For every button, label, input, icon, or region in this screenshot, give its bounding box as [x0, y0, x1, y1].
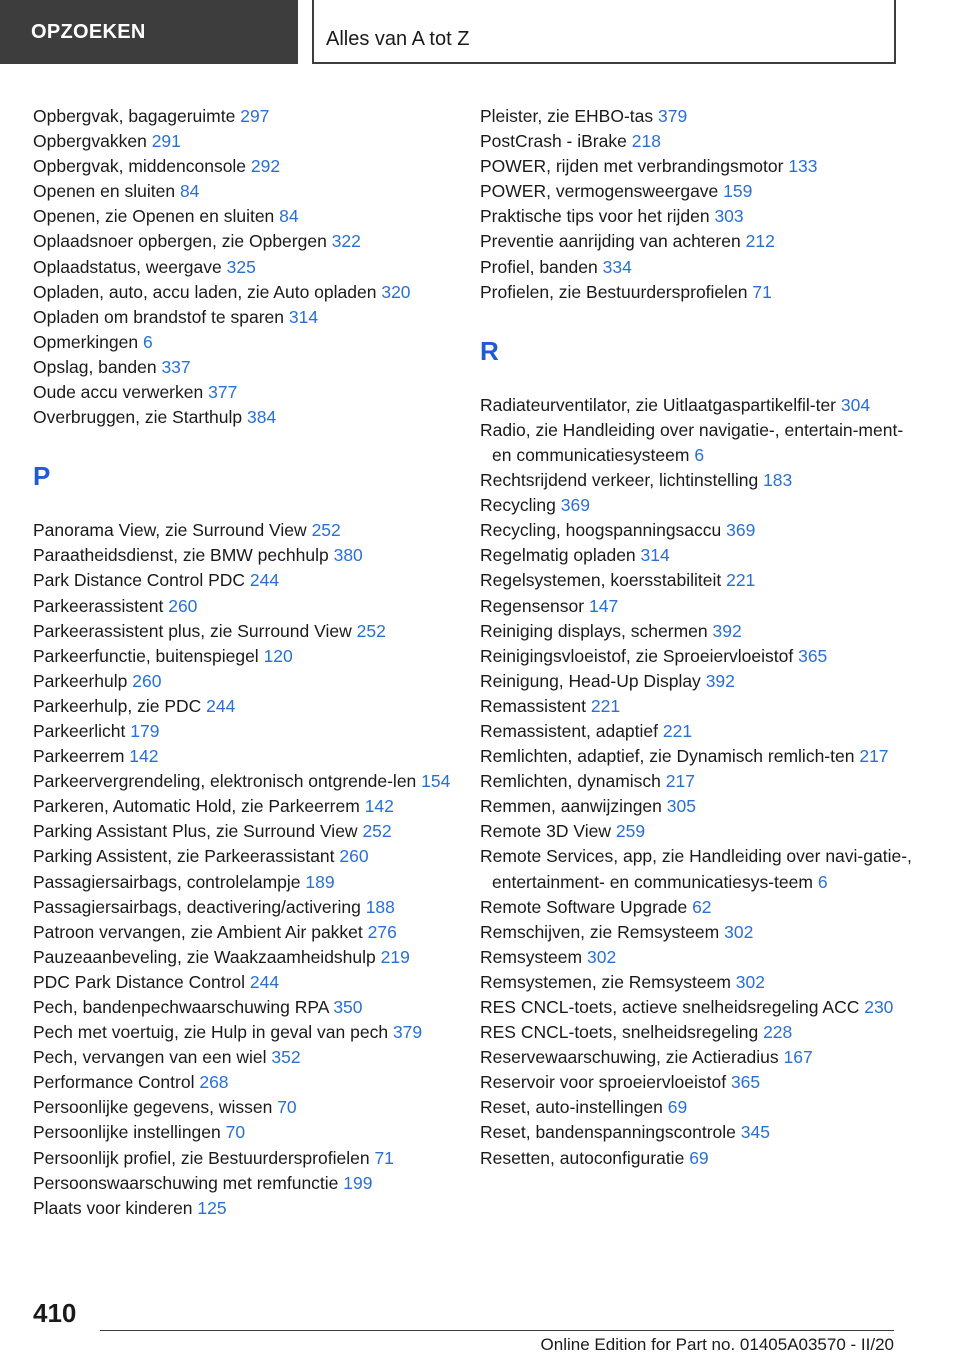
- index-entry-page-link[interactable]: 260: [168, 595, 198, 616]
- index-entry-page-link[interactable]: 70: [225, 1122, 246, 1143]
- index-entry-term: Reset, bandenspanningscontrole: [480, 1122, 736, 1143]
- index-entry: [480, 619, 920, 644]
- section-tab: OPZOEKEN: [0, 0, 298, 64]
- index-entry-page-link[interactable]: 350: [333, 997, 363, 1017]
- index-entry: [33, 255, 473, 280]
- index-entry-page-link[interactable]: 218: [631, 131, 661, 152]
- index-entry-term: Persoonlijk profiel, zie Bestuurdersprofielen: [33, 1147, 370, 1168]
- index-column-left: [33, 104, 473, 1221]
- index-entry: [480, 255, 920, 280]
- index-entry-term: Opladen om brandstof te sparen: [33, 306, 284, 327]
- index-entry: [480, 129, 920, 154]
- index-entry-term: Rechtsrijdend verkeer, lichtinstelling: [480, 470, 759, 491]
- index-group-r: [480, 393, 920, 1171]
- index-entry-page-link[interactable]: 244: [249, 570, 280, 591]
- index-entry-page-link[interactable]: 345: [740, 1122, 770, 1143]
- index-entry-term: Parkeerlicht: [33, 720, 126, 741]
- index-entry-term: POWER, vermogensweergave: [480, 181, 719, 202]
- index-entry-page-link[interactable]: 84: [179, 181, 200, 202]
- index-entry: [480, 970, 920, 995]
- index-entry-term: Opmerkingen: [33, 331, 139, 352]
- index-entry-page-link[interactable]: 167: [783, 1047, 813, 1068]
- index-entry-page-link[interactable]: 71: [752, 281, 772, 302]
- index-entry-page-link[interactable]: 228: [763, 1022, 793, 1043]
- index-entry-term: Reservoir voor sproeiervloeistof: [480, 1072, 727, 1093]
- index-entry: [33, 380, 473, 405]
- index-entry: [33, 644, 473, 669]
- index-entry-page-link[interactable]: 230: [864, 997, 894, 1017]
- index-entry: [480, 895, 920, 920]
- index-entry-term: Regensensor: [480, 595, 585, 616]
- index-entry-page-link[interactable]: 219: [380, 946, 410, 967]
- index-entry-page-link[interactable]: 69: [667, 1097, 688, 1118]
- index-entry-term: Parkeerhulp: [33, 670, 128, 691]
- index-entry-term: Resetten, autoconfiguratie: [480, 1147, 685, 1168]
- index-entry-term: Pleister, zie EHBO-tas: [480, 106, 654, 126]
- index-entry-page-link[interactable]: 179: [130, 720, 160, 741]
- index-entry-term: Profiel, banden: [480, 256, 598, 277]
- index-entry: [480, 794, 920, 819]
- index-entry-page-link[interactable]: 377: [208, 382, 238, 403]
- index-entry: [33, 1196, 473, 1221]
- index-entry: [480, 468, 920, 493]
- index-entry-term: Remote 3D View: [480, 821, 611, 842]
- index-entry-page-link[interactable]: 62: [692, 896, 712, 917]
- index-entry-term: Oude accu verwerken: [33, 382, 204, 403]
- index-entry-term: Park Distance Control PDC: [33, 570, 246, 591]
- index-entry: [480, 229, 920, 254]
- index-entry-page-link[interactable]: 244: [206, 695, 236, 716]
- index-entry-page-link[interactable]: 189: [305, 871, 335, 892]
- index-entry-page-link[interactable]: 302: [586, 946, 617, 967]
- index-entry-term: Regelsystemen, koersstabiliteit: [480, 570, 722, 591]
- index-entry: [33, 995, 473, 1020]
- index-entry: [480, 594, 920, 619]
- index-entry-term: Parkeervergrendeling, elektronisch ontgrende-len: [33, 771, 417, 792]
- index-entry: [480, 104, 920, 129]
- index-entry: [33, 1146, 473, 1171]
- index-entry: [33, 1045, 473, 1070]
- page-header: [0, 0, 960, 66]
- index-entry-term: Oplaadsnoer opbergen, zie Opbergen: [33, 231, 327, 252]
- index-entry-term: Recycling, hoogspanningsaccu: [480, 520, 722, 541]
- page-number: 410: [33, 1298, 77, 1328]
- index-entry: [480, 1070, 920, 1095]
- index-entry-page-link[interactable]: 6: [817, 871, 828, 892]
- index-entry: [33, 920, 473, 945]
- index-entry-term: Openen en sluiten: [33, 181, 176, 202]
- index-entry: [33, 204, 473, 229]
- index-entry: [480, 518, 920, 543]
- index-entry: [480, 1020, 920, 1045]
- index-entry: [33, 104, 473, 129]
- index-entry-page-link[interactable]: 292: [250, 156, 281, 177]
- index-entry-page-link[interactable]: 217: [859, 746, 889, 767]
- index-entry: [480, 769, 920, 794]
- index-entry: [33, 229, 473, 254]
- index-entry-term: Opbergvakken: [33, 131, 147, 152]
- index-entry: [33, 1171, 473, 1196]
- index-entry-term: Patroon vervangen, zie Ambient Air pakket: [33, 921, 363, 942]
- index-entry-page-link[interactable]: 142: [129, 746, 159, 767]
- index-entry: [480, 543, 920, 568]
- index-entry-term: PDC Park Distance Control: [33, 971, 246, 992]
- index-entry: [33, 280, 473, 305]
- index-entry-term: Overbruggen, zie Starthulp: [33, 407, 243, 428]
- index-entry-term: POWER, rijden met verbrandingsmotor: [480, 156, 784, 177]
- index-entry-term: Remlichten, adaptief, zie Dynamisch remlich-ten: [480, 746, 855, 767]
- index-entry: [480, 945, 920, 970]
- index-entry: [480, 819, 920, 844]
- index-entry-term: Opbergvak, middenconsole: [33, 156, 247, 177]
- index-entry: [33, 405, 473, 430]
- index-entry-term: Reiniging displays, schermen: [480, 620, 708, 641]
- index-entry-page-link[interactable]: 69: [689, 1147, 709, 1168]
- index-entry-term: RES CNCL-toets, snelheidsregeling: [480, 1022, 759, 1043]
- edition-note: Online Edition for Part no. 01405A03570 - II/20: [540, 1335, 894, 1354]
- chapter-title: Alles van A tot Z: [326, 28, 470, 50]
- index-entry: [480, 669, 920, 694]
- index-entry: [33, 1020, 473, 1045]
- index-entry: [33, 305, 473, 330]
- index-entry-term: Remmen, aanwijzingen: [480, 796, 662, 817]
- index-entry-term: Parkeerassistent: [33, 595, 164, 616]
- index-entry: [33, 154, 473, 179]
- index-entry-page-link[interactable]: 384: [247, 407, 277, 428]
- index-entry-page-link[interactable]: 6: [142, 331, 153, 352]
- index-entry-page-link[interactable]: 125: [197, 1197, 227, 1218]
- index-entry: [480, 1146, 920, 1171]
- index-entry-term: Profielen, zie Bestuurdersprofielen: [480, 281, 748, 302]
- index-entry: [33, 330, 473, 355]
- index-entry-page-link[interactable]: 217: [665, 771, 695, 792]
- index-entry-page-link[interactable]: 325: [226, 256, 256, 277]
- index-entry-page-link[interactable]: 71: [374, 1147, 394, 1168]
- index-entry-page-link[interactable]: 291: [151, 131, 181, 152]
- chapter-divider: [312, 0, 314, 64]
- index-entry-page-link[interactable]: 260: [339, 846, 369, 867]
- index-entry-term: Opbergvak, bagageruimte: [33, 106, 236, 126]
- index-entry: [33, 870, 473, 895]
- index-entry-page-link[interactable]: 259: [615, 821, 646, 842]
- index-entry-page-link[interactable]: 320: [381, 281, 411, 302]
- index-column-right: [480, 104, 920, 1171]
- index-entry-term: Parkeerfunctie, buitenspiegel: [33, 645, 259, 666]
- index-entry: [33, 1095, 473, 1120]
- index-entry-page-link[interactable]: 365: [798, 645, 828, 666]
- index-entry: [480, 744, 920, 769]
- index-entry: [480, 844, 920, 894]
- index-entry-term: Parking Assistant Plus, zie Surround View: [33, 821, 358, 842]
- index-entry-page-link[interactable]: 314: [288, 306, 319, 327]
- index-entry: [480, 568, 920, 593]
- index-entry-term: Panorama View, zie Surround View: [33, 520, 307, 541]
- index-entry: [33, 945, 473, 970]
- index-entry-page-link[interactable]: 244: [249, 971, 280, 992]
- index-entry-term: Radio, zie Handleiding over navigatie-, entertain-ment- en communicatiesysteem: [480, 419, 904, 465]
- index-entry: [33, 744, 473, 769]
- index-entry-page-link[interactable]: 314: [640, 545, 670, 566]
- index-entry-page-link[interactable]: 199: [343, 1172, 373, 1193]
- index-entry: [33, 619, 473, 644]
- index-entry-page-link[interactable]: 369: [560, 495, 590, 516]
- index-entry-page-link[interactable]: 352: [271, 1047, 301, 1068]
- index-entry-term: Opslag, banden: [33, 356, 157, 377]
- index-entry: [480, 995, 920, 1020]
- index-entry-page-link[interactable]: 297: [240, 106, 270, 126]
- index-group-p: [33, 518, 473, 1221]
- index-entry: [33, 769, 473, 794]
- index-entry: [480, 644, 920, 669]
- index-entry-term: Openen, zie Openen en sluiten: [33, 206, 275, 227]
- index-entry-term: Reinigingsvloeistof, zie Sproeiervloeistof: [480, 645, 794, 666]
- index-entry: [480, 920, 920, 945]
- index-entry-term: Parkeerassistent plus, zie Surround View: [33, 620, 352, 641]
- index-entry-page-link[interactable]: 322: [331, 231, 361, 252]
- index-entry-page-link[interactable]: 302: [724, 921, 754, 942]
- index-entry-page-link[interactable]: 252: [356, 620, 386, 641]
- index-entry-page-link[interactable]: 159: [723, 181, 753, 202]
- index-entry: [33, 355, 473, 380]
- index-entry: [480, 204, 920, 229]
- index-entry-term: Remschijven, zie Remsysteem: [480, 921, 720, 942]
- index-entry-term: Pauzeaanbeveling, zie Waakzaamheidshulp: [33, 946, 376, 967]
- index-entry: [480, 1120, 920, 1145]
- index-entry: [33, 794, 473, 819]
- index-entry-page-link[interactable]: 84: [279, 206, 299, 227]
- index-entry-page-link[interactable]: 303: [714, 206, 744, 227]
- index-entry-term: Remsystemen, zie Remsysteem: [480, 971, 731, 992]
- index-entry-page-link[interactable]: 276: [367, 921, 397, 942]
- index-entry-term: Plaats voor kinderen: [33, 1197, 193, 1218]
- index-entry-term: Persoonlijke gegevens, wissen: [33, 1097, 273, 1118]
- index-entry-term: Remote Services, app, zie Handleiding over navi-gatie-, entertainment- en communicatiesys-teem: [480, 846, 912, 892]
- index-entry: [33, 1120, 473, 1145]
- index-entry: [33, 518, 473, 543]
- index-entry-page-link[interactable]: 252: [362, 821, 392, 842]
- index-entry-term: Reset, auto-instellingen: [480, 1097, 663, 1118]
- index-entry: [480, 1045, 920, 1070]
- index-entry-term: Praktische tips voor het rijden: [480, 206, 710, 227]
- index-entry-term: Paraatheidsdienst, zie BMW pechhulp: [33, 545, 329, 566]
- index-entry-term: Parkeerrem: [33, 746, 125, 767]
- index-entry: [33, 719, 473, 744]
- index-entry: [480, 1095, 920, 1120]
- index-entry-term: Recycling: [480, 495, 556, 516]
- index-entry: [33, 895, 473, 920]
- index-entry-page-link[interactable]: 120: [263, 645, 293, 666]
- index-entry-term: Performance Control: [33, 1072, 195, 1093]
- index-group-o: [33, 104, 473, 430]
- index-entry: [480, 493, 920, 518]
- index-letter-r: R: [480, 335, 499, 366]
- index-entry: [33, 819, 473, 844]
- index-entry-page-link[interactable]: 304: [840, 394, 871, 415]
- footer-rule: [100, 1330, 894, 1331]
- index-entry-page-link[interactable]: 221: [726, 570, 756, 591]
- index-entry-term: Pech, vervangen van een wiel: [33, 1047, 267, 1068]
- index-letter-p: P: [33, 461, 51, 492]
- index-entry-term: Parkeren, Automatic Hold, zie Parkeerrem: [33, 796, 360, 817]
- index-entry-page-link[interactable]: 302: [735, 971, 765, 992]
- index-entry: [480, 393, 920, 418]
- index-entry: [33, 129, 473, 154]
- index-entry: [33, 568, 473, 593]
- index-entry-term: Parking Assistent, zie Parkeerassistant: [33, 846, 335, 867]
- index-entry: [33, 594, 473, 619]
- index-entry: [33, 669, 473, 694]
- index-entry-page-link[interactable]: 252: [311, 520, 341, 541]
- index-entry-term: Reinigung, Head-Up Display: [480, 670, 701, 691]
- index-entry-page-link[interactable]: 369: [726, 520, 756, 541]
- index-entry-page-link[interactable]: 70: [277, 1097, 297, 1118]
- index-entry: [33, 179, 473, 204]
- index-entry-term: Opladen, auto, accu laden, zie Auto opladen: [33, 281, 377, 302]
- index-entry-page-link[interactable]: 268: [199, 1072, 229, 1093]
- index-entry-page-link[interactable]: 188: [365, 896, 395, 917]
- index-entry-term: Remote Software Upgrade: [480, 896, 688, 917]
- index-entry-term: Remlichten, dynamisch: [480, 771, 661, 792]
- index-entry-term: Passagiersairbags, deactivering/activering: [33, 896, 361, 917]
- index-entry-term: Oplaadstatus, weergave: [33, 256, 222, 277]
- index-entry-term: PostCrash - iBrake: [480, 131, 627, 152]
- index-entry-term: RES CNCL-toets, actieve snelheidsregeling ACC: [480, 997, 860, 1017]
- index-entry-term: Parkeerhulp, zie PDC: [33, 695, 202, 716]
- index-entry-page-link[interactable]: 221: [662, 720, 693, 741]
- index-entry-page-link[interactable]: 380: [333, 545, 363, 566]
- index-entry: [480, 179, 920, 204]
- index-entry-page-link[interactable]: 305: [666, 796, 696, 817]
- index-entry-page-link[interactable]: 212: [745, 231, 775, 252]
- index-entry-page-link[interactable]: 365: [730, 1072, 761, 1093]
- index-entry-page-link[interactable]: 392: [712, 620, 742, 641]
- index-entry-page-link[interactable]: 379: [658, 106, 688, 126]
- index-entry-term: Remassistent: [480, 695, 587, 716]
- index-entry: [480, 719, 920, 744]
- index-entry-page-link[interactable]: 133: [788, 156, 818, 177]
- index-entry: [480, 154, 920, 179]
- index-entry: [33, 970, 473, 995]
- index-entry: [33, 1070, 473, 1095]
- index-entry-page-link[interactable]: 334: [602, 256, 632, 277]
- index-entry: [33, 543, 473, 568]
- index-entry-page-link[interactable]: 147: [588, 595, 619, 616]
- index-entry-page-link[interactable]: 154: [421, 771, 451, 792]
- index-entry-term: Pech, bandenpechwaarschuwing RPA: [33, 997, 329, 1017]
- index-entry: [480, 418, 920, 468]
- index-entry-term: Remsysteem: [480, 946, 583, 967]
- index-entry-term: Passagiersairbags, controlelampje: [33, 871, 301, 892]
- index-entry-page-link[interactable]: 392: [705, 670, 735, 691]
- index-entry: [480, 694, 920, 719]
- index-group-p-continued: [480, 104, 920, 305]
- index-entry-term: Preventie aanrijding van achteren: [480, 231, 741, 252]
- index-entry-term: Regelmatig opladen: [480, 545, 636, 566]
- index-entry-page-link[interactable]: 379: [392, 1022, 423, 1043]
- index-entry-page-link[interactable]: 142: [364, 796, 394, 817]
- index-entry-page-link[interactable]: 260: [132, 670, 162, 691]
- index-entry-page-link[interactable]: 183: [763, 470, 793, 491]
- index-entry: [33, 694, 473, 719]
- index-entry: [33, 844, 473, 869]
- index-entry-term: Remassistent, adaptief: [480, 720, 659, 741]
- index-entry-page-link[interactable]: 337: [161, 356, 191, 377]
- index-entry-term: Pech met voertuig, zie Hulp in geval van pech: [33, 1022, 389, 1043]
- index-entry-term: Reservewaarschuwing, zie Actieradius: [480, 1047, 779, 1068]
- index-entry: [480, 280, 920, 305]
- index-entry-page-link[interactable]: 6: [694, 444, 705, 465]
- index-entry-term: Persoonswaarschuwing met remfunctie: [33, 1172, 339, 1193]
- index-entry-term: Radiateurventilator, zie Uitlaatgaspartikelfil-ter: [480, 394, 836, 415]
- index-entry-page-link[interactable]: 221: [590, 695, 621, 716]
- index-entry-term: Persoonlijke instellingen: [33, 1122, 221, 1143]
